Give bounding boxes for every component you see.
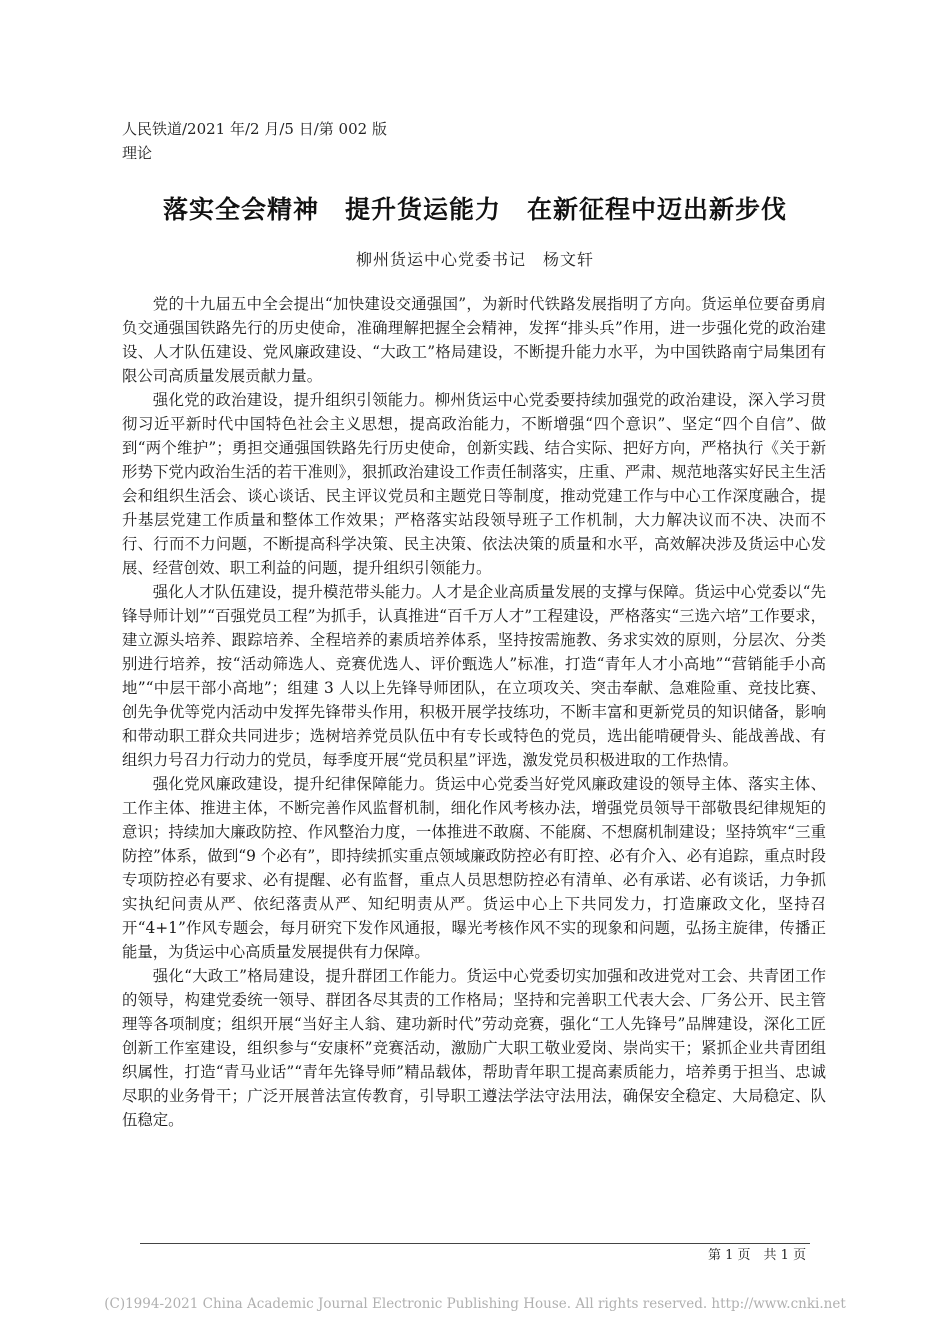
paragraph: 强化人才队伍建设，提升模范带头能力。人才是企业高质量发展的支撑与保障。货运中心党委以“先锋导师计划”“百强党员工程”为抓手，认真推进“百千万人才”工程建设，严格落实“三选六培”工作要求，建立源头培养、跟踪培养、全程培养的素质培养体系，坚持按需施教、务求实效的原则，分层次、分类别进行培养，按“活动筛选人、竞赛优选人、评价甄选人”标准，打造“青年人才小高地”“营销能手小高地”“中层干部小高地”；组建 3 人以上先锋导师团队，在立项攻关、突击奉献、急难险重、竞技比赛、创先争优等党内活动中发挥先锋带头作用，积极开展学技练功，不断丰富和更新党员的知识储备，影响和带动职工群众共同进步；选树培养党员队伍中有专长或特色的党员，选出能啃硬骨头、能战善战、有组织力号召力行动力的党员，每季度开展“党员积星”评选，激发党员积极进取的工作热情。	[122, 583, 826, 769]
copyright-footer: (C)1994-2021 China Academic Journal Electronic Publishing House. All rights reserved. http://www.cnki.net	[104, 1296, 846, 1312]
source-line: 人民铁道/2021 年/2 月/5 日/第 002 版	[122, 120, 387, 138]
paragraph: 强化党风廉政建设，提升纪律保障能力。货运中心党委当好党风廉政建设的领导主体、落实主体、工作主体、推进主体，不断完善作风监督机制，细化作风考核办法，增强党员领导干部敬畏纪律规矩的意识；持续加大廉政防控、作风整治力度，一体推进不敢腐、不能腐、不想腐机制建设；坚持筑牢“三重防控”体系，做到“9 个必有”，即持续抓实重点领域廉政防控必有盯控、必有介入、必有追踪，重点时段专项防控必有要求、必有提醒、必有监督，重点人员思想防控必有清单、必有承诺、必有谈话，力争抓实执纪问责从严、依纪落责从严、知纪明责从严。货运中心上下共同发力，打造廉政文化，坚持召开“4+1”作风专题会，每月研究下发作风通报，曝光考核作风不实的现象和问题，弘扬主旋律，传播正能量，为货运中心高质量发展提供有力保障。	[122, 775, 826, 961]
publication-meta	[122, 117, 387, 165]
paragraph: 强化“大政工”格局建设，提升群团工作能力。货运中心党委切实加强和改进党对工会、共青团工作的领导，构建党委统一领导、群团各尽其责的工作格局；坚持和完善职工代表大会、厂务公开、民主管理等各项制度；组织开展“当好主人翁、建功新时代”劳动竞赛，强化“工人先锋号”品牌建设，深化工匠创新工作室建设，组织参与“安康杯”竞赛活动，激励广大职工敬业爱岗、崇尚实干；紧抓企业共青团组织属性，打造“青马业话”“青年先锋导师”精品载体，帮助青年职工提高素质能力，培养勇于担当、忠诚尽职的业务骨干；广泛开展普法宣传教育，引导职工遵法学法守法用法，确保安全稳定、大局稳定、队伍稳定。	[122, 967, 826, 1129]
page-number: 第 1 页 共 1 页	[708, 1248, 807, 1263]
article-author: 柳州货运中心党委书记 杨文轩	[355, 250, 594, 269]
article-title: 落实全会精神 提升货运能力 在新征程中迈出新步伐	[162, 195, 787, 224]
paragraph: 强化党的政治建设，提升组织引领能力。柳州货运中心党委要持续加强党的政治建设，深入学习贯彻习近平新时代中国特色社会主义思想，提高政治能力，不断增强“四个意识”、坚定“四个自信”、做到“两个维护”；勇担交通强国铁路先行历史使命，创新实践、结合实际、把好方向，严格执行《关于新形势下党内政治生活的若干准则》，狠抓政治建设工作责任制落实，庄重、严肃、规范地落实好民主生活会和组织生活会、谈心谈话、民主评议党员和主题党日等制度，推动党建工作与中心工作深度融合，提升基层党建工作质量和整体工作效果；严格落实站段领导班子工作机制，大力解决议而不决、决而不行、行而不力问题，不断提高科学决策、民主决策、依法决策的质量和水平，高效解决涉及货运中心发展、经营创效、职工利益的问题，提升组织引领能力。	[122, 391, 826, 577]
section-label: 理论	[122, 144, 153, 162]
paragraph: 党的十九届五中全会提出“加快建设交通强国”，为新时代铁路发展指明了方向。货运单位要奋勇肩负交通强国铁路先行的历史使命，准确理解把握全会精神，发挥“排头兵”作用，进一步强化党的政治建设、人才队伍建设、党风廉政建设、“大政工”格局建设，不断提升能力水平，为中国铁路南宁局集团有限公司高质量发展贡献力量。	[122, 295, 826, 385]
article-body	[122, 292, 826, 1132]
